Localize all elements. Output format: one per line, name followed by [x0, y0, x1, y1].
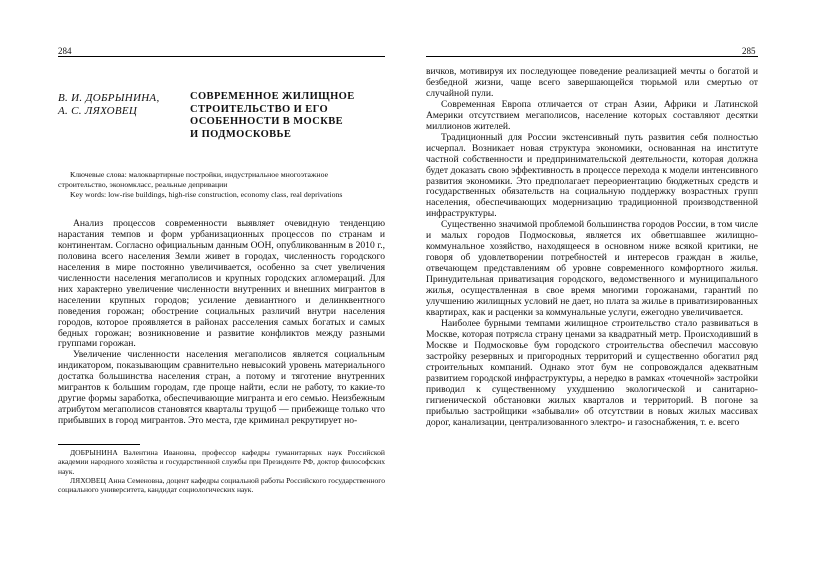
footnote-divider: [58, 444, 140, 445]
right-body-text: [426, 67, 758, 428]
title-line: И ПОДМОСКОВЬЕ: [190, 128, 292, 140]
right-page: [410, 0, 820, 580]
footnote-dobrynina: ДОБРЫНИНА Валентина Ивановна, профессор кафедры гуманитарных наук Российской академии народного хозяйства и государственной службы при Президенте РФ, доктор философских наук.: [58, 448, 385, 476]
header-rule-left: [58, 56, 385, 57]
keywords-ru: Ключевые слова: малоквартирные постройки, индустриальное многоэтажное строительство, экономкласс, реальные депривации: [58, 170, 329, 190]
title-line: СТРОИТЕЛЬСТВО И ЕГО: [190, 103, 329, 115]
paragraph: Существенно значимой проблемой большинства городов России, в том числе и малых городов Подмосковья, является их обветшавшее жилищно-коммунальное хозяйство, находящееся в основном ниже всякой критики, не говоря об удовлетворении потребностей и интересов граждан в жилье, отвечающем представлениям об уровне современного комфортного жилья. Принудительная приватизация городского, ведомственного и муниципального жилья, осуществленная в свое время многими горожанами, гарантий по улучшению жилищных условий не дает, но плата за жилье в приватизированных квартирах, как и расценки за коммунальные услуги, ежегодно увеличивается.: [426, 219, 758, 318]
header-rule-right: [426, 56, 758, 57]
paragraph: Увеличение численности населения мегаполисов является социальным индикатором, показывающим сравнительно невысокий уровень материального достатка большинства населения стран, а потому и тяготение внутренних мигрантов к большим городам, где проще найти, если не работу, то какие-то другие формы заработка, обеспечивающие мигранта и его семью. Неизбежным атрибутом мегаполисов становятся кварталы трущоб — прибежище только что прибывших в город мигрантов. Это места, где криминал рекрутирует но-: [58, 349, 385, 427]
title-line: СОВРЕМЕННОЕ ЖИЛИЩНОЕ: [190, 91, 355, 102]
title-line: ОСОБЕННОСТИ В МОСКВЕ: [190, 116, 344, 128]
footnote-lyakhovets: ЛЯХОВЕЦ Анна Семеновна, доцент кафедры социальной работы Российского государственного социального университета, кандидат социологических наук.: [58, 475, 385, 495]
author-2: А. С. ЛЯХОВЕЦ: [58, 105, 138, 117]
keywords-block: [58, 170, 373, 201]
article-authors: [58, 92, 183, 118]
paragraph: вичков, мотивируя их последующее поведение реализацией мечты о богатой и безбедной жизни, чаще всего завершающейся тюрьмой или смертью от случайной пули.: [426, 66, 758, 99]
paragraph: Современная Европа отличается от стран Азии, Африки и Латинской Америки отсутствием мегаполисов, население которых составляют десятки миллионов жителей.: [426, 98, 758, 132]
keywords-en: Key words: low-rise buildings, high-rise construction, economy class, real deprivations: [70, 190, 343, 200]
author-footnotes: [58, 448, 385, 494]
page-number-right: 285: [742, 46, 756, 56]
article-title: [190, 91, 370, 141]
paragraph: Анализ процессов современности выявляет очевидную тенденцию нарастания темпов и форм урбанизационных процессов по странам и континентам. Согласно официальным данным ООН, опубликованным в 2010 г., половина всего населения Земли живет в городах, численность городского населения в мире постоянно увеличивается, особенно за счет увеличения численности населения мегаполисов и крупных городских агломераций. Для них характерно увеличение численности внутренних и внешних мигрантов в населении крупных городов; усиление девиантного и делинквентного поведения горожан; обострение социальных различий внутри населения городов, которое проявляется в районах расселения самых богатых и самых бедных горожан; возникновение и развитие конфликтов между разными группами горожан.: [58, 218, 385, 350]
page-number-left: 284: [58, 46, 72, 56]
paragraph: Традиционный для России экстенсивный путь развития себя полностью исчерпал. Возникает новая структура экономики, основанная на институте частной собственности и предпринимательской деятельности, которая должна будет доказать свою эффективность в процессе перехода к модели интенсивного развития экономики. Это предполагает переориентацию бюджетных средств и государственных обязательств на социальную поддержку возрастных групп населения, обеспечивающих модернизацию традиционной производственной инфраструктуры.: [426, 131, 758, 220]
author-1: В. И. ДОБРЫНИНА,: [58, 92, 160, 104]
left-body-text: [58, 219, 385, 427]
paragraph: Наиболее бурными темпами жилищное строительство стало развиваться в Москве, которая потрясла страну ценами за квадратный метр. Происходивший в Москве и Подмосковье бум городского строительства обеспечил массовую застройку резервных и пригородных территорий и существенно обогатил ряд строительных компаний. Однако этот бум не сопровождался адекватным развитием городской инфраструктуры, а нередко в рамках «точечной» застройки приводил к существенному ухудшению экологической и санитарно-гигиенической обстановки жилых кварталов и территорий. В погоне за прибылью застройщики «забывали» об отсутствии в новых жилых массивах дорог, канализации, централизованного электро- и газоснабжения, т. е. всего: [426, 317, 758, 428]
